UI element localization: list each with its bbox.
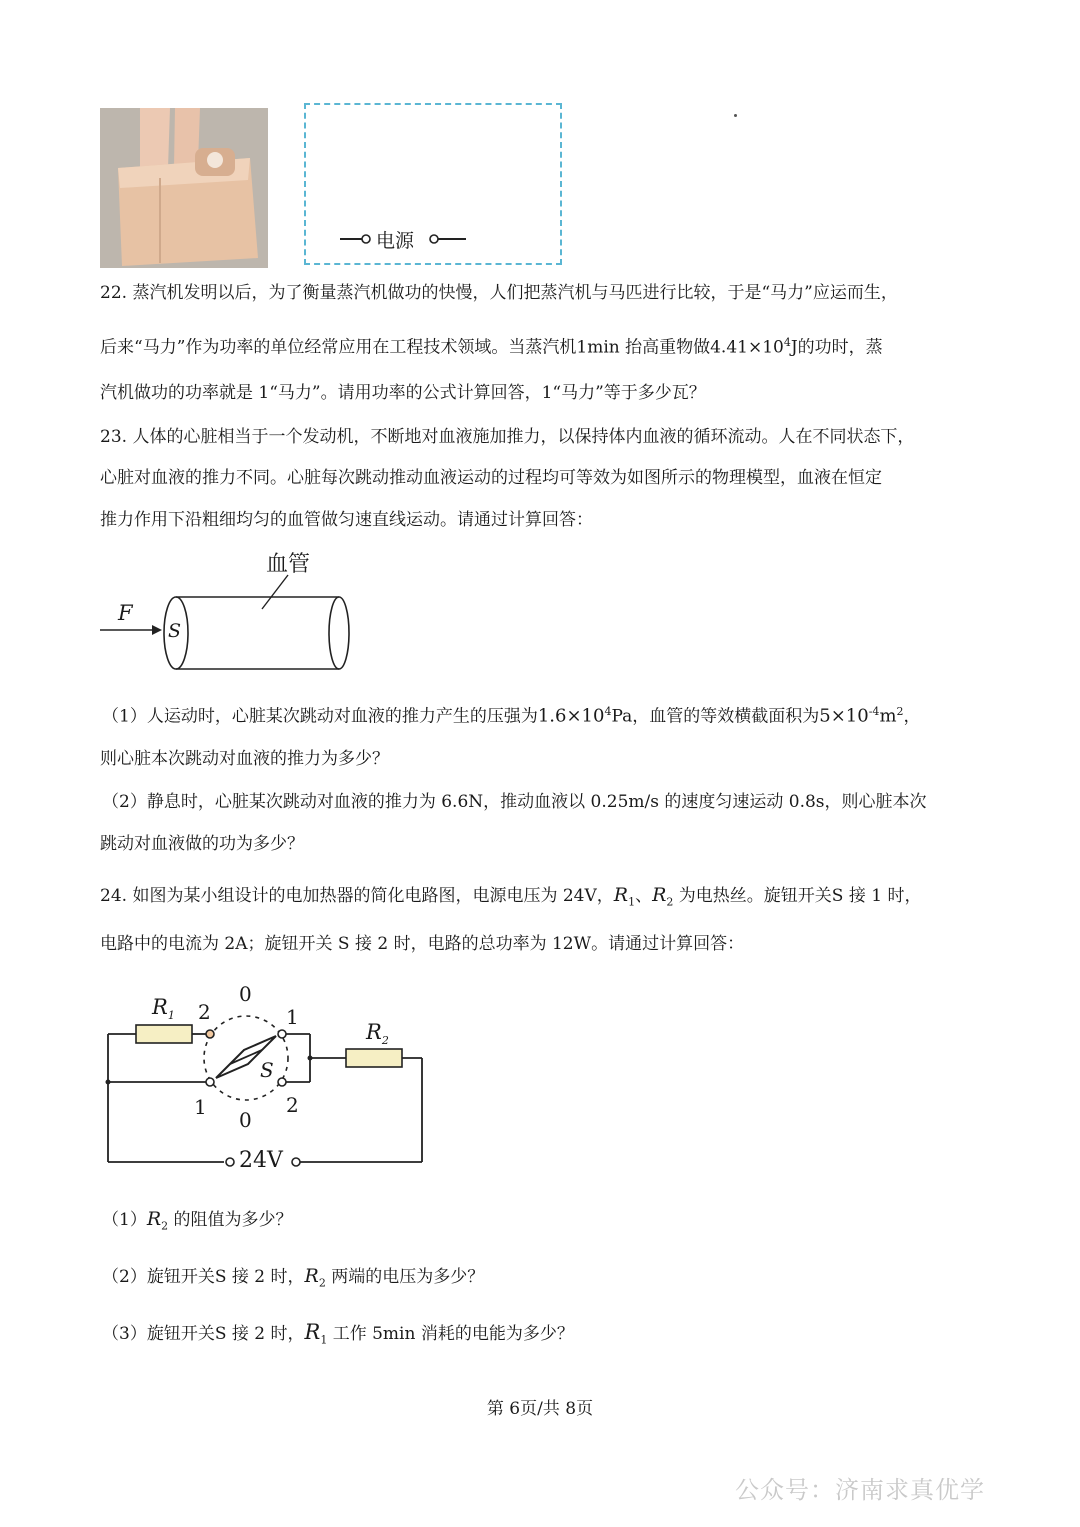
q23-line-3: 推力作用下沿粗细均匀的血管做匀速直线运动。请通过计算回答：: [100, 510, 593, 530]
q22-work-value: 4.41×10: [710, 337, 784, 358]
q22-line-3: 汽机做功的功率就是 1“马力”。请用功率的公式计算回答，1“马力”等于多少瓦？: [100, 383, 706, 403]
contact-1-top-label: 1: [286, 1005, 299, 1029]
q24-p3-r-symbol: R: [304, 1320, 321, 1344]
blood-vessel-figure: [96, 545, 366, 675]
q23-line-2: 心脏对血液的推力不同。心脏每次跳动推动血液运动的过程均可等效为如图所示的物理模型，血液在恒定: [100, 468, 882, 488]
power-label-text: 电源: [376, 230, 415, 252]
q24-r2-subscript: 2: [666, 895, 674, 909]
q24-separator: 、: [635, 886, 653, 906]
q23-part2-line-1: （2）静息时，心脏某次跳动对血液的推力为 6.6N，推动血液以 0.25m/s 的速度匀速运动 0.8s，则心脏本次: [102, 792, 927, 812]
foot-bath-photo: [100, 108, 268, 268]
q23-p1-comma: ，: [903, 706, 921, 727]
q23-p1-text-c: Pa，血管的等效横截面积为: [611, 706, 820, 727]
switch-s-label: S: [260, 1058, 274, 1082]
q24-r2-symbol: R: [652, 884, 667, 906]
q24-part3: [102, 1320, 574, 1352]
q23-area-unit: m: [879, 705, 897, 727]
contact-0-top-label: 0: [239, 982, 252, 1006]
q24-line-1: [100, 883, 921, 914]
watermark: 公众号：济南求真优学: [735, 1476, 985, 1504]
q23-pressure-value: 1.6×10: [537, 705, 605, 727]
q22-line-2-text: 后来“马力”作为功率的单位经常应用在工程技术领域。当蒸汽机1min 抬高重物做: [100, 337, 711, 358]
q24-p2-prefix: （2）旋钮开关S 接 2 时，: [102, 1267, 305, 1287]
q24-p2-text: 两端的电压为多少？: [325, 1267, 485, 1287]
force-label: F: [118, 601, 133, 625]
r2-label-symbol: R: [366, 1020, 382, 1044]
q23-part2-line-2: 跳动对血液做的功为多少？: [100, 834, 304, 854]
r1-label-subscript: 1: [167, 1009, 175, 1023]
q22-line-2-end: J的功时，蒸: [790, 337, 883, 358]
q23-pressure-exponent: 4: [604, 705, 612, 718]
stray-dot: [734, 114, 737, 117]
area-label: S: [168, 620, 182, 642]
q22-line-1: 22. 蒸汽机发明以后，为了衡量蒸汽机做功的快慢，人们把蒸汽机与马匹进行比较，于是“马力”应运而生，: [100, 283, 898, 303]
q24-p2-r-subscript: 2: [318, 1276, 326, 1290]
q24-part2: [102, 1264, 484, 1295]
q23-part1-line-1: [102, 700, 921, 729]
q24-line-2: 电路中的电流为 2A；旋钮开关 S 接 2 时，电路的总功率为 12W。请通过计算回答：: [100, 934, 745, 954]
q24-p2-r-symbol: R: [304, 1265, 319, 1287]
page-number: 第 6页/共 8页: [486, 1399, 594, 1419]
power-source-label: [340, 226, 470, 252]
q23-line-1: 23. 人体的心脏相当于一个发动机，不断地对血液施加推力，以保持体内血液的循环流动。人在不同状态下，: [100, 427, 915, 447]
r1-label: [152, 995, 175, 1022]
q24-p1-r-subscript: 2: [161, 1219, 169, 1233]
r2-label: [366, 1020, 389, 1047]
r2-label-subscript: 2: [381, 1034, 389, 1048]
q24-p3-prefix: （3）旋钮开关S 接 2 时，: [102, 1324, 305, 1344]
circuit-diagram: [96, 980, 436, 1175]
vessel-label: 血管: [266, 552, 311, 577]
q24-part1: [102, 1207, 293, 1238]
source-voltage-label: 24V: [239, 1148, 283, 1173]
q22-line-2: [100, 331, 883, 360]
r1-label-symbol: R: [152, 995, 168, 1019]
q24-p3-text: 工作 5min 消耗的电能为多少？: [327, 1324, 574, 1344]
q24-p1-prefix: （1）: [102, 1210, 147, 1230]
q24-p1-text: 的阻值为多少？: [168, 1210, 293, 1230]
q24-p1-r-symbol: R: [146, 1208, 162, 1230]
contact-2-top-label: 2: [198, 1000, 211, 1024]
q23-area-exponent: -4: [868, 705, 880, 718]
contact-2-bottom-label: 2: [286, 1093, 299, 1117]
q24-p3-r-subscript: 1: [320, 1333, 328, 1347]
q24-r1-subscript: 1: [628, 895, 636, 909]
q23-p1-text-a: （1）人运动时，心脏某次跳动对血液的推力产生的压强为: [102, 706, 538, 727]
q24-r1-symbol: R: [613, 884, 629, 906]
q24-line-1-end: 为电热丝。旋钮开关S 接 1 时，: [673, 886, 922, 906]
q22-work-exponent: 4: [783, 336, 791, 349]
contact-0-bottom-label: 0: [239, 1108, 252, 1132]
q23-part1-line-2: 则心脏本次跳动对血液的推力为多少？: [100, 749, 389, 769]
contact-1-bottom-label: 1: [194, 1095, 207, 1119]
q24-line-1-text: 24. 如图为某小组设计的电加热器的简化电路图，电源电压为 24V，: [100, 886, 614, 906]
q23-area-value: 5×10: [819, 705, 869, 727]
q23-area-unit-exponent: 2: [896, 705, 904, 718]
